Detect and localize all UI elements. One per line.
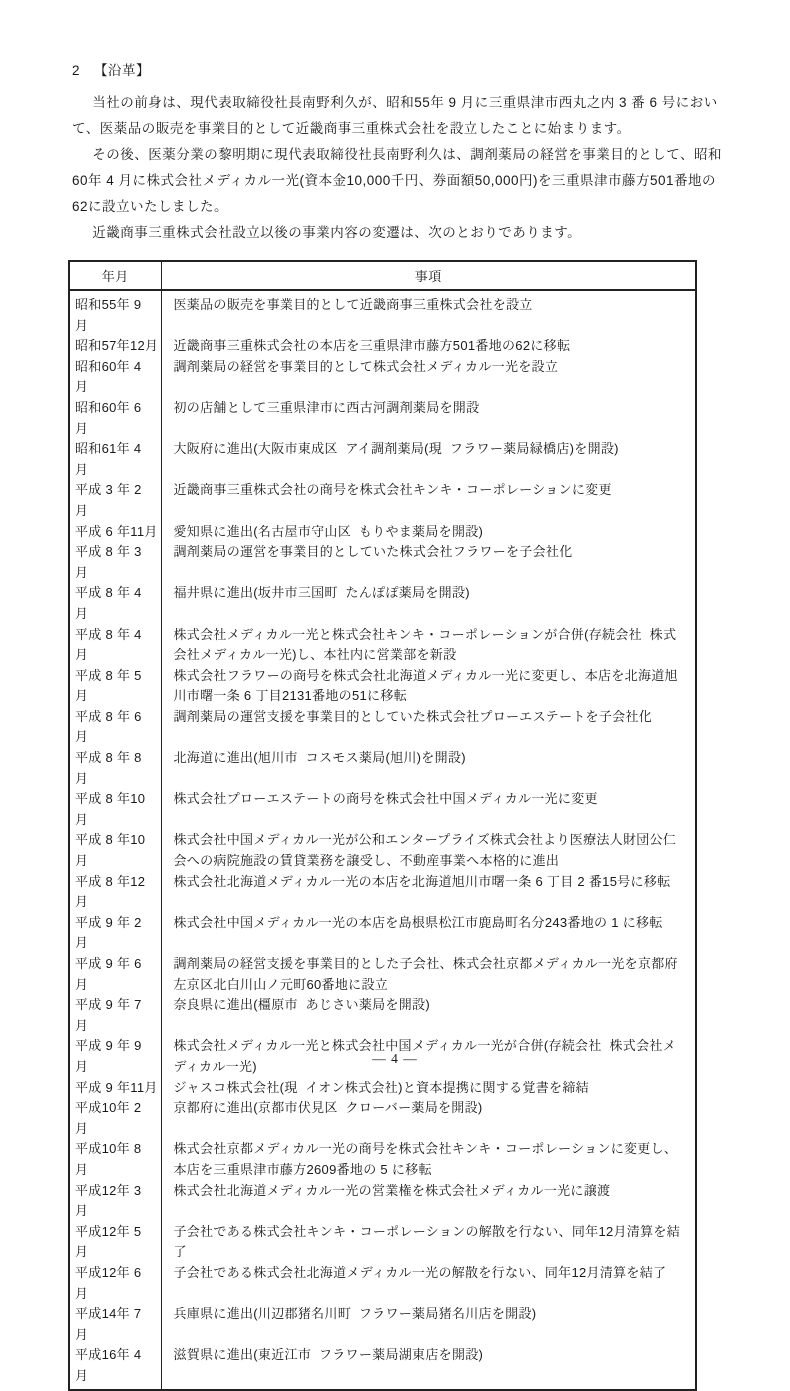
history-table	[68, 260, 697, 1391]
table-row	[69, 336, 696, 357]
event-cell: 大阪府に進出(大阪市東成区 アイ調剤薬局(現 フラワー薬局緑橋店)を開設)	[173, 441, 619, 457]
event-cell: 株式会社メディカル一光と株式会社中国メディカル一光が合併(存続会社 株式会社メディカル一光)	[173, 1038, 676, 1074]
header-cell-event: 事項	[161, 261, 696, 290]
table-row	[69, 872, 696, 913]
date-cell: 平成 9 年 2 月	[69, 913, 161, 954]
date-cell: 平成 8 年 8 月	[69, 748, 161, 789]
event-cell: 愛知県に進出(名古屋市守山区 もりやま薬局を開設)	[173, 523, 484, 539]
event-cell: 調剤薬局の運営を事業目的としていた株式会社フラワーを子会社化	[173, 544, 573, 560]
event-cell: 医薬品の販売を事業目的として近畿商事三重株式会社を設立	[173, 297, 533, 312]
table-row	[69, 1345, 696, 1390]
table-row	[69, 625, 696, 666]
event-cell: 株式会社プローエステートの商号を株式会社中国メディカル一光に変更	[173, 791, 598, 807]
table-row	[69, 1181, 696, 1222]
date-cell: 平成 8 年 6 月	[69, 707, 161, 748]
date-cell: 平成 8 年 4 月	[69, 625, 161, 666]
table-row	[69, 290, 696, 336]
event-cell: 株式会社中国メディカル一光が公和エンタープライズ株式会社より医療法人財団公仁会への病院施設の賃貸業務を譲受し、不動産事業へ本格的に進出	[173, 832, 677, 869]
event-cell: ジャスコ株式会社(現 イオン株式会社)と資本提携に関する覚書を締結	[173, 1079, 589, 1095]
table-row	[69, 830, 696, 871]
page-content	[68, 62, 724, 1391]
event-cell: 奈良県に進出(橿原市 あじさい薬局を開設)	[173, 997, 430, 1013]
table-row	[69, 583, 696, 624]
event-cell: 京都府に進出(京都市伏見区 クローバー薬局を開設)	[173, 1100, 483, 1116]
event-cell: 子会社である株式会社北海道メディカル一光の解散を行ない、同年12月清算を結了	[173, 1264, 667, 1280]
date-cell: 平成 3 年 2 月	[69, 480, 161, 521]
event-cell: 近畿商事三重株式会社の本店を三重県津市藤方501番地の62に移転	[173, 338, 571, 354]
date-cell: 昭和61年 4 月	[69, 439, 161, 480]
date-cell: 平成12年 5 月	[69, 1222, 161, 1263]
event-cell: 子会社である株式会社キンキ・コーポレーションの解散を行ない、同年12月清算を結了	[173, 1223, 681, 1260]
paragraph-table-intro: 近畿商事三重株式会社設立以後の事業内容の変遷は、次のとおりであります。	[92, 225, 582, 240]
event-cell: 初の店舗として三重県津市に西古河調剤薬局を開設	[173, 399, 480, 415]
paragraph-company-origin: 当社の前身は、現代表取締役社長南野利久が、昭和55年 9 月に三重県津市西丸之内 3 番 6 号において、医薬品の販売を事業目的として近畿商事三重株式会社を設立したことに始まります。	[72, 95, 718, 136]
date-cell: 平成10年 2 月	[69, 1098, 161, 1139]
date-cell: 昭和60年 4 月	[69, 357, 161, 398]
date-cell: 平成 9 年 6 月	[69, 954, 161, 995]
date-cell: 平成 6 年11月	[69, 522, 161, 543]
date-cell: 平成12年 6 月	[69, 1263, 161, 1304]
event-cell: 株式会社京都メディカル一光の商号を株式会社キンキ・コーポレーションに変更し、本店を三重県津市藤方2609番地の 5 に移転	[173, 1141, 678, 1177]
event-cell: 兵庫県に進出(川辺郡猪名川町 フラワー薬局猪名川店を開設)	[173, 1306, 537, 1322]
event-cell: 株式会社メディカル一光と株式会社キンキ・コーポレーションが合併(存続会社 株式会社メディカル一光)し、本社内に営業部を新設	[173, 626, 677, 663]
date-cell: 平成 9 年11月	[69, 1078, 161, 1099]
table-row	[69, 1098, 696, 1139]
table-row	[69, 707, 696, 748]
date-cell: 平成 8 年10月	[69, 789, 161, 830]
table-row	[69, 913, 696, 954]
header-row	[69, 261, 696, 290]
table-row	[69, 542, 696, 583]
date-cell: 平成12年 3 月	[69, 1181, 161, 1222]
date-cell: 平成10年 8 月	[69, 1139, 161, 1180]
section-heading	[72, 62, 724, 80]
paragraph-medical-ikkou-founding: その後、医薬分業の黎明期に現代表取締役社長南野利久は、調剤薬局の経営を事業目的として、昭和60年 4 月に株式会社メディカル一光(資本金10,000千円、券面額50,000円)を三重県津市藤方501番地の62に設立いたしました。	[72, 147, 722, 214]
page-number: — 4 —	[372, 1051, 418, 1066]
event-cell: 滋賀県に進出(東近江市 フラワー薬局湖東店を開設)	[173, 1347, 484, 1363]
event-cell: 株式会社北海道メディカル一光の本店を北海道旭川市曙一条 6 丁目 2 番15号に移転	[173, 873, 671, 889]
table-row	[69, 666, 696, 707]
table-row	[69, 1078, 696, 1099]
table-row	[69, 439, 696, 480]
date-cell: 昭和57年12月	[69, 336, 161, 357]
table-row	[69, 522, 696, 543]
event-cell: 近畿商事三重株式会社の商号を株式会社キンキ・コーポレーションに変更	[173, 482, 612, 498]
event-cell: 北海道に進出(旭川市 コスモス薬局(旭川)を開設)	[173, 750, 466, 766]
table-row	[69, 995, 696, 1036]
section-title: 【沿革】	[94, 63, 151, 78]
header-cell-date: 年月	[69, 261, 161, 290]
table-row	[69, 1222, 696, 1263]
date-cell: 平成 8 年 3 月	[69, 542, 161, 583]
table-row	[69, 954, 696, 995]
date-cell: 平成16年 4 月	[69, 1345, 161, 1390]
event-cell: 株式会社中国メディカル一光の本店を島根県松江市鹿島町名分243番地の 1 に移転	[173, 914, 663, 930]
date-cell: 平成 8 年12月	[69, 872, 161, 913]
date-cell: 平成 9 年 7 月	[69, 995, 161, 1036]
table-row	[69, 357, 696, 398]
history-table-header	[69, 261, 696, 290]
table-row	[69, 398, 696, 439]
event-cell: 調剤薬局の経営支援を事業目的とした子会社、株式会社京都メディカル一光を京都府左京区北白川山ノ元町60番地に設立	[173, 956, 678, 992]
table-row	[69, 748, 696, 789]
date-cell: 昭和60年 6 月	[69, 398, 161, 439]
table-row	[69, 480, 696, 521]
event-cell: 調剤薬局の運営支援を事業目的としていた株式会社プローエステートを子会社化	[173, 708, 653, 724]
date-cell: 平成 8 年 5 月	[69, 666, 161, 707]
date-cell: 平成 8 年 4 月	[69, 583, 161, 624]
event-cell: 調剤薬局の経営を事業目的として株式会社メディカル一光を設立	[173, 358, 559, 374]
history-table-body	[69, 290, 696, 1390]
table-row	[69, 1263, 696, 1304]
event-cell: 福井県に進出(坂井市三国町 たんぽぽ薬局を開設)	[173, 585, 470, 601]
table-row	[69, 1139, 696, 1180]
section-number: 2	[72, 63, 81, 78]
date-cell: 平成 8 年10月	[69, 830, 161, 871]
event-cell: 株式会社フラワーの商号を株式会社北海道メディカル一光に変更し、本店を北海道旭川市曙一条 6 丁目2131番地の51に移転	[173, 667, 678, 704]
date-cell: 平成14年 7 月	[69, 1304, 161, 1345]
table-row	[69, 789, 696, 830]
date-cell: 平成 9 年 9 月	[69, 1036, 161, 1077]
table-row	[69, 1304, 696, 1345]
event-cell: 株式会社北海道メディカル一光の営業権を株式会社メディカル一光に譲渡	[173, 1182, 611, 1198]
date-cell: 昭和55年 9 月	[69, 290, 161, 336]
